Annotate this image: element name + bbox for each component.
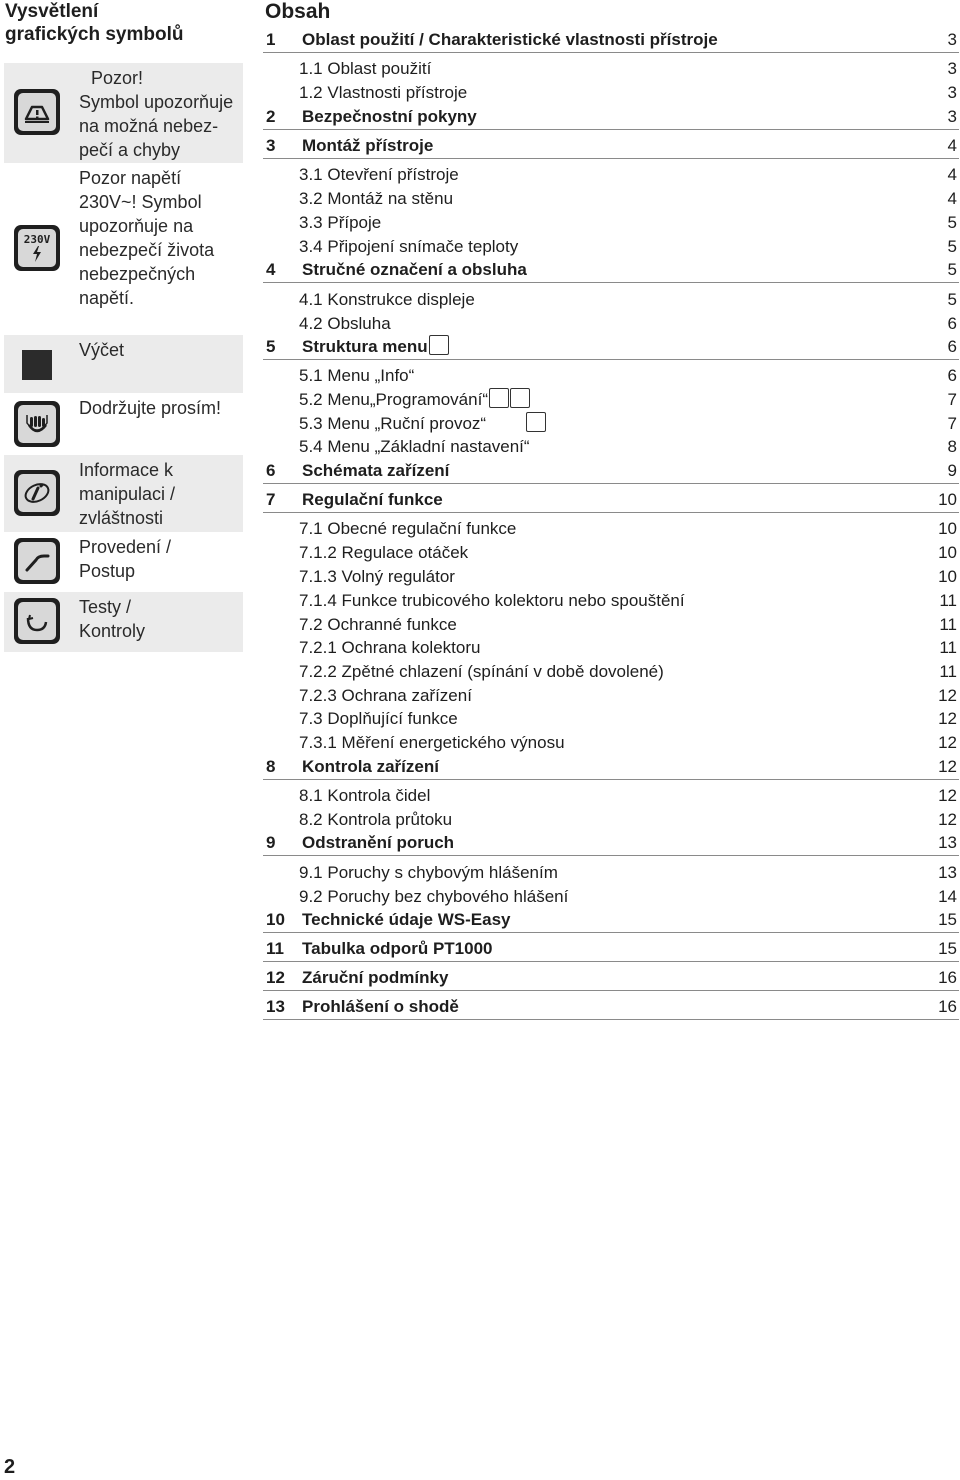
toc-entry xyxy=(263,57,959,81)
toc-entry-title xyxy=(302,258,527,282)
toc-entry-title xyxy=(302,105,477,129)
toc-entry-title-text: Stručné označení a obsluha xyxy=(302,260,527,279)
toc-entry-title-text: 7.3.1 Měření energetického výnosu xyxy=(299,733,565,752)
toc-entry xyxy=(263,707,959,731)
toc-entry-title-text: Oblast použití / Charakteristické vlastnosti přístroje xyxy=(302,30,718,49)
toc-entry-page: 13 xyxy=(938,863,957,882)
toc-entry xyxy=(263,288,959,312)
toc-entry-title-text: Bezpečnostní pokyny xyxy=(302,107,477,126)
toc-entry-title xyxy=(299,81,467,105)
toc-entry-number: 3 xyxy=(266,136,276,155)
toc-entry-title xyxy=(299,565,455,589)
legend-text-procedure xyxy=(79,535,239,583)
toc-entry-page: 4 xyxy=(947,165,957,184)
toc-entry-title-text: Regulační funkce xyxy=(302,490,443,509)
toc-entry-page: 11 xyxy=(939,591,957,610)
toc-entry-title xyxy=(299,636,480,660)
toc-entry-title-text: Odstranění poruch xyxy=(302,833,455,852)
toc-entry-title-text: Tabulka odporů PT1000 xyxy=(302,939,493,958)
legend-line: nebezpečných xyxy=(79,264,196,284)
toc-entry-page: 10 xyxy=(938,519,957,538)
legend-line: Symbol upozorňuje xyxy=(79,92,234,112)
toc-entry-title xyxy=(299,660,664,684)
toc-entry-title xyxy=(299,589,685,613)
toc-entry xyxy=(263,589,959,613)
legend-line: Dodržujte prosím! xyxy=(79,398,222,418)
legend-line: upozorňuje na xyxy=(79,216,194,236)
toc-entry xyxy=(263,187,959,211)
toc-entry-page: 11 xyxy=(939,662,957,681)
toc-entry-page: 9 xyxy=(947,461,957,480)
toc-entry xyxy=(263,755,959,780)
toc-entry xyxy=(263,937,959,962)
toc-entry xyxy=(263,808,959,832)
toc-entry-title-text: Technické údaje WS-Easy xyxy=(302,910,511,929)
toc-entry-page: 12 xyxy=(938,733,957,752)
toc-entry-title-text: 7.1.2 Regulace otáček xyxy=(299,543,469,562)
toc-entry-title-text: Schémata zařízení xyxy=(302,461,450,480)
legend-item-info xyxy=(4,455,243,532)
toc-entry-title xyxy=(299,388,530,412)
toc-entry xyxy=(263,134,959,159)
toc-entry-number: 6 xyxy=(266,461,276,480)
toc-entry-number: 1 xyxy=(266,30,276,49)
toc-entry xyxy=(263,435,959,459)
toc-entry xyxy=(263,966,959,991)
toc-entry xyxy=(263,335,959,360)
toc-entry-page: 16 xyxy=(938,997,957,1016)
toc-entry-title-text: 7.1 Obecné regulační funkce xyxy=(299,519,517,538)
toc-entry-title-text: 5.2 Menu„Programování“ xyxy=(299,390,488,409)
toc-entry-page: 7 xyxy=(947,390,957,409)
toc-entry-page: 12 xyxy=(938,686,957,705)
toc-entry-title-text: Kontrola zařízení xyxy=(302,757,439,776)
toc-entry xyxy=(263,831,959,856)
toc-entry xyxy=(263,81,959,105)
toc-entry-title-text: 7.1.4 Funkce trubicového kolektoru nebo spouštění xyxy=(299,591,685,610)
toc-entry-title-text: 1.1 Oblast použití xyxy=(299,59,432,78)
toc-entry xyxy=(263,312,959,336)
legend-line: na možná nebez- xyxy=(79,116,219,136)
toc-entry-title xyxy=(299,613,457,637)
toc-entry-title-text: 7.2.1 Ochrana kolektoru xyxy=(299,638,481,657)
toc-entry-page: 3 xyxy=(947,30,957,49)
toc-entry-title xyxy=(299,517,516,541)
toc-entry xyxy=(263,517,959,541)
toc-entry-title xyxy=(299,861,558,885)
toc-entry-number: 10 xyxy=(266,910,285,929)
toc-entry xyxy=(263,235,959,259)
toc-entry-title-text: 3.2 Montáž na stěnu xyxy=(299,189,454,208)
toc-entry xyxy=(263,731,959,755)
toc-entry-title-text: 7.1.3 Volný regulátor xyxy=(299,567,455,586)
page-number: 2 xyxy=(4,1456,16,1478)
toc-entry-title-text: 3.4 Připojení snímače teploty xyxy=(299,237,519,256)
legend-title-line1: Vysvětlení xyxy=(5,1,99,22)
toc-entry xyxy=(263,565,959,589)
toc-entry-page: 5 xyxy=(947,260,957,279)
legend-line: Výčet xyxy=(79,340,125,360)
toc-entry-page: 12 xyxy=(938,810,957,829)
toc-entry-page: 10 xyxy=(938,543,957,562)
toc-entry xyxy=(263,105,959,130)
toc-entry-title xyxy=(302,488,443,512)
toc-entry-title xyxy=(302,134,433,158)
toc-entry-title xyxy=(302,995,459,1019)
toc-entry-number: 5 xyxy=(266,337,276,356)
toc-entry-title xyxy=(302,335,449,359)
toc-entry-title xyxy=(299,808,452,832)
legend-text-list xyxy=(79,338,239,362)
toc-entry-title xyxy=(299,288,475,312)
toc-entry-page: 11 xyxy=(939,638,957,657)
info-i-icon xyxy=(14,470,60,516)
legend-text-info xyxy=(79,458,239,530)
test-check-icon xyxy=(14,598,60,644)
legend-line: Pozor! xyxy=(91,68,144,88)
legend-text-observe xyxy=(79,396,239,420)
toc-entry-title xyxy=(299,684,472,708)
toc-entry-title-text: 7.2.2 Zpětné chlazení (spínání v době dovolené) xyxy=(299,662,664,681)
toc-entry-page: 15 xyxy=(938,939,957,958)
toc-entry-page: 3 xyxy=(947,83,957,102)
toc-entry-page: 4 xyxy=(947,189,957,208)
toc-entry-title xyxy=(299,435,530,459)
legend-line: Postup xyxy=(79,561,136,581)
toc-entry xyxy=(263,784,959,808)
toc-entry xyxy=(263,861,959,885)
toc-entry-title-text: 7.2 Ochranné funkce xyxy=(299,615,457,634)
toc-entry-page: 16 xyxy=(938,968,957,987)
toc-entry-page: 10 xyxy=(938,567,957,586)
toc-entry-title xyxy=(302,937,493,961)
toc-entry-title-text: 8.1 Kontrola čidel xyxy=(299,786,431,805)
toc-entry xyxy=(263,885,959,909)
legend-item-list xyxy=(4,335,243,393)
toc-entry-page: 4 xyxy=(947,136,957,155)
programming-book-icon xyxy=(489,388,509,408)
list-square-icon xyxy=(22,350,52,380)
toc-entry-page: 3 xyxy=(947,59,957,78)
toc-entry xyxy=(263,388,959,412)
toc-entry-title-text: 3.1 Otevření přístroje xyxy=(299,165,459,184)
toc-entry-title-text: Prohlášení o shodě xyxy=(302,997,459,1016)
toc-entry-page: 12 xyxy=(938,757,957,776)
toc-entry xyxy=(263,684,959,708)
warning-triangle-icon xyxy=(14,89,60,135)
toc-entry-number: 13 xyxy=(266,997,285,1016)
toc-entry-page: 6 xyxy=(947,314,957,333)
toc-entry-page: 13 xyxy=(938,833,957,852)
toc-entry-page: 10 xyxy=(938,490,957,509)
toc-entry-number: 7 xyxy=(266,490,276,509)
legend-item-high-voltage xyxy=(4,163,243,335)
legend-line: napětí. xyxy=(79,288,135,308)
toc-entry-title-text: Záruční podmínky xyxy=(302,968,449,987)
toc-entry-number: 9 xyxy=(266,833,276,852)
legend-line: manipulaci / xyxy=(79,484,176,504)
toc-entry xyxy=(263,459,959,484)
toc-entry-page: 5 xyxy=(947,290,957,309)
legend-line: nebezpečí života xyxy=(79,240,215,260)
toc-entry-page: 5 xyxy=(947,213,957,232)
toc-entry xyxy=(263,488,959,513)
legend-line: Provedení / xyxy=(79,537,172,557)
toc-entry-title xyxy=(299,312,391,336)
hand-icon xyxy=(14,401,60,447)
toc-entry-title xyxy=(302,28,718,52)
legend-line: Kontroly xyxy=(79,621,146,641)
toc-entry xyxy=(263,28,959,53)
toc-entry-title-text: 9.1 Poruchy s chybovým hlášením xyxy=(299,863,558,882)
toc-entry-page: 15 xyxy=(938,910,957,929)
toc-entry-page: 12 xyxy=(938,786,957,805)
toc-entry xyxy=(263,613,959,637)
toc-entry-title xyxy=(299,187,453,211)
legend-item-warning xyxy=(4,63,243,163)
toc-entry-title xyxy=(302,755,439,779)
legend-title-line2: grafických symbolů xyxy=(5,24,184,45)
toc-entry-number: 12 xyxy=(266,968,285,987)
legend-text-tests xyxy=(79,595,239,643)
toc-entry-title-text: 7.3 Doplňující funkce xyxy=(299,709,458,728)
toc-entry-page: 6 xyxy=(947,366,957,385)
toc-entry-title xyxy=(299,784,430,808)
toc-entry-page: 7 xyxy=(947,414,957,433)
legend-line: Pozor napětí xyxy=(79,168,182,188)
legend-line: zvláštnosti xyxy=(79,508,164,528)
toc-entry-title xyxy=(299,163,459,187)
svg-text:230V: 230V xyxy=(23,233,51,246)
toc-entry xyxy=(263,258,959,283)
toc-entry-number: 4 xyxy=(266,260,276,279)
toc-entry-page: 8 xyxy=(947,437,957,456)
toc-entry-title-text: 9.2 Poruchy bez chybového hlášení xyxy=(299,887,569,906)
toc-entry xyxy=(263,660,959,684)
toc-entry-title-text: 1.2 Vlastnosti přístroje xyxy=(299,83,468,102)
toc-entry xyxy=(263,364,959,388)
toc-entry-page: 6 xyxy=(947,337,957,356)
toc-entry-title-text: Struktura menu xyxy=(302,337,428,356)
toc-entry-title xyxy=(299,707,458,731)
menu-symbol-icon xyxy=(526,412,546,432)
toc-entry-page: 3 xyxy=(947,107,957,126)
toc-entry xyxy=(263,636,959,660)
toc-entry-title-text: 5.4 Menu „Základní nastavení“ xyxy=(299,437,530,456)
toc-entry xyxy=(263,163,959,187)
legend-item-tests xyxy=(4,592,243,652)
legend-text-warning xyxy=(79,66,239,162)
toc-entry-page: 12 xyxy=(938,709,957,728)
toc-entry-title-text: Montáž přístroje xyxy=(302,136,434,155)
toc-entry-title xyxy=(299,412,546,436)
toc-entry-title xyxy=(299,885,568,909)
programming-hand-icon xyxy=(510,388,530,408)
legend-text-high-voltage xyxy=(79,166,239,310)
toc-entry-title-text: 3.3 Přípoje xyxy=(299,213,382,232)
menu-symbol-icon xyxy=(429,335,449,355)
toc-entry-title-text: 8.2 Kontrola průtoku xyxy=(299,810,453,829)
legend-title xyxy=(5,0,245,46)
legend-item-observe xyxy=(4,393,243,455)
legend-line: 230V~! Symbol xyxy=(79,192,202,212)
toc-entry-title-text: 7.2.3 Ochrana zařízení xyxy=(299,686,472,705)
toc-entry xyxy=(263,541,959,565)
toc-entry xyxy=(263,211,959,235)
toc-entry-title xyxy=(299,235,518,259)
toc-entry-number: 11 xyxy=(266,939,284,958)
toc-entry-title xyxy=(299,57,431,81)
toc-entry-page: 11 xyxy=(939,615,957,634)
toc-entry-title xyxy=(299,541,468,565)
legend-line: Testy / xyxy=(79,597,132,617)
toc-entry-title xyxy=(302,908,510,932)
legend-line: pečí a chyby xyxy=(79,140,181,160)
toc-entry-number: 2 xyxy=(266,107,276,126)
toc-entry xyxy=(263,995,959,1020)
legend-item-procedure xyxy=(4,532,243,592)
toc-entry-title-text: 4.2 Obsluha xyxy=(299,314,391,333)
toc-entry-title xyxy=(302,966,448,990)
toc-entry-page: 5 xyxy=(947,237,957,256)
high-voltage-230v-icon xyxy=(14,225,60,271)
toc-title: Obsah xyxy=(265,0,331,23)
toc-entry-title xyxy=(302,831,454,855)
procedure-tool-icon xyxy=(14,538,60,584)
toc-entry-title-text: 4.1 Konstrukce displeje xyxy=(299,290,475,309)
toc-entry-title-text: 5.1 Menu „Info“ xyxy=(299,366,415,385)
toc-entry-title xyxy=(302,459,449,483)
toc-entry-title xyxy=(299,731,565,755)
toc-entry xyxy=(263,908,959,933)
toc-entry-number: 8 xyxy=(266,757,276,776)
toc-entry-title xyxy=(299,211,381,235)
toc-entry-page: 14 xyxy=(938,887,957,906)
legend-line: Informace k xyxy=(79,460,174,480)
toc-entry-title-text: 5.3 Menu „Ruční provoz“ xyxy=(299,414,487,433)
toc-entry xyxy=(263,412,959,436)
toc-entry-title xyxy=(299,364,414,388)
